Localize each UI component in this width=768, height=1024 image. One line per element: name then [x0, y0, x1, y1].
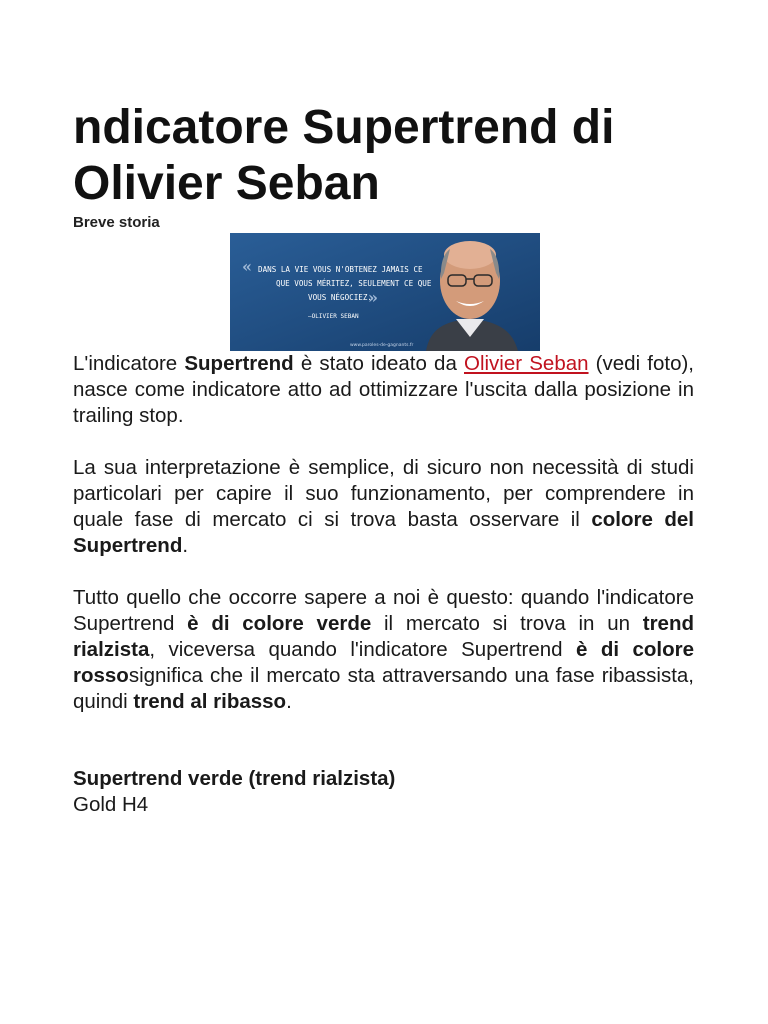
quote-line-3: VOUS NÉGOCIEZ.: [308, 293, 373, 302]
bold-trend-ribasso: trend al ribasso: [133, 690, 287, 713]
bold-trend-rialzista: trend rialzista: [73, 612, 694, 661]
text-run: , viceversa quando l'indicatore Supertrend: [149, 638, 576, 661]
text-run: il mercato si trova in un: [371, 612, 643, 635]
quote-open-mark: «: [242, 257, 252, 276]
quote-author: —OLIVIER SEBAN: [308, 313, 359, 320]
olivier-seban-link[interactable]: Olivier Seban: [464, 352, 589, 375]
text-run: .: [182, 534, 189, 557]
paragraph-colors: [73, 585, 694, 715]
text-run: .: [286, 690, 292, 713]
bold-verde: è di colore verde: [187, 612, 372, 635]
text-run: (vedi foto), nasce come indicatore atto ad ottimizzare l'uscita dalla posizione in trailing stop.: [73, 352, 694, 427]
text-run: è stato ideato da: [293, 352, 464, 375]
text-run: significa che il mercato sta attraversando una fase ribassista, quindi: [73, 664, 694, 713]
section-caption: Gold H4: [73, 793, 149, 816]
bold-colore-supertrend: colore del Supertrend: [73, 508, 694, 557]
quote-close-mark: »: [368, 288, 378, 307]
text-run: La sua interpretazione è semplice, di sicuro non necessità di studi particolari per capire il suo funzionamento, per comprendere in quale fase di mercato ci si trova basta osservare il: [73, 456, 694, 531]
olivier-seban-photo: [230, 233, 540, 351]
paragraph-interpretation: [73, 455, 694, 559]
section-heading: Supertrend verde (trend rialzista): [73, 767, 396, 790]
quote-line-2: QUE VOUS MÉRITEZ, SEULEMENT CE QUE: [276, 279, 432, 288]
bold-supertrend: Supertrend: [184, 352, 294, 375]
paragraph-intro: [73, 351, 694, 429]
page-title: ndicatore Supertrend di Olivier Seban: [73, 101, 615, 210]
quote-line-1: DANS LA VIE VOUS N'OBTENEZ JAMAIS CE: [258, 265, 423, 274]
page-subtitle: Breve storia: [73, 214, 160, 231]
text-run: L'indicatore: [73, 352, 185, 375]
text-run: Tutto quello che occorre sapere a noi è questo: quando l'indicatore Supertrend: [73, 586, 694, 635]
photo-site: www.paroles-de-gagnants.fr: [350, 343, 414, 348]
bold-rosso: è di colore rosso: [73, 638, 695, 687]
